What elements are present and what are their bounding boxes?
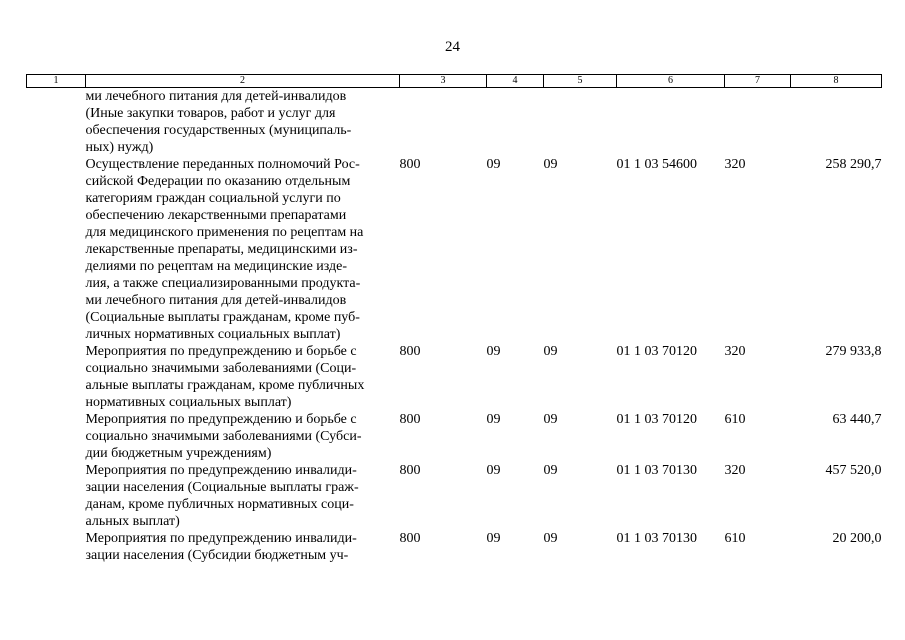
description-line: Мероприятия по предупреждению инвалиди- (85, 463, 357, 478)
description-line: ми лечебного питания для детей-инвалидов (85, 89, 347, 104)
department-code: 800 (399, 463, 421, 478)
amount: 63 440,7 (832, 412, 882, 427)
expense-type-code: 610 (724, 531, 746, 546)
description-line: обеспечения государственных (муниципаль- (85, 123, 352, 138)
description-line: зации населения (Социальные выплаты граж- (85, 480, 359, 495)
amount: 20 200,0 (832, 531, 882, 546)
target-article-code: 01 1 03 70120 (616, 344, 697, 359)
description-line: дии бюджетным учреждениям) (85, 446, 272, 461)
table-row (27, 411, 882, 462)
description-line: Мероприятия по предупреждению инвалиди- (85, 531, 357, 546)
description-line: для медицинского применения по рецептам на (85, 225, 364, 240)
description-line: лекарственные препараты, медицинскими из- (85, 242, 358, 257)
row-description (86, 343, 400, 411)
description-line: данам, кроме публичных нормативных соци- (85, 497, 354, 512)
subsection-code: 09 (543, 344, 558, 359)
column-number-4: 4 (487, 75, 544, 88)
budget-table (26, 74, 882, 564)
description-line: категориям граждан социальной услуги по (85, 191, 341, 206)
section-code: 09 (486, 463, 501, 478)
column-number-header-row (27, 75, 882, 88)
expense-type-code: 610 (724, 412, 746, 427)
target-article-code: 01 1 03 70130 (616, 463, 697, 478)
description-line: личных нормативных социальных выплат) (85, 327, 341, 342)
page-number: 24 (445, 39, 460, 55)
description-line: ных) нужд) (85, 140, 154, 155)
target-article-code: 01 1 03 70130 (616, 531, 697, 546)
column-number-7: 7 (725, 75, 791, 88)
row-number-cell (27, 530, 86, 564)
row-description (86, 411, 400, 462)
department-code: 800 (399, 157, 421, 172)
department-code: 800 (399, 412, 421, 427)
expense-type-code: 320 (724, 344, 746, 359)
table-row (27, 343, 882, 411)
target-article-code: 01 1 03 70120 (616, 412, 697, 427)
subsection-code: 09 (543, 531, 558, 546)
description-line: делиями по рецептам на медицинские изде- (85, 259, 348, 274)
table-row (27, 156, 882, 343)
description-line: (Социальные выплаты гражданам, кроме пуб- (85, 310, 360, 325)
description-line: Осуществление переданных полномочий Рос- (85, 157, 360, 172)
subsection-code: 09 (543, 463, 558, 478)
description-line: лия, а также специализированными продукта- (85, 276, 361, 291)
column-number-1: 1 (27, 75, 86, 88)
department-code: 800 (399, 531, 421, 546)
description-line: нормативных социальных выплат) (85, 395, 292, 410)
row-number-cell (27, 156, 86, 343)
description-line: зации населения (Субсидии бюджетным уч- (85, 548, 349, 563)
row-number-cell (27, 411, 86, 462)
column-number-2: 2 (86, 75, 400, 88)
section-code: 09 (486, 412, 501, 427)
row-description (86, 156, 400, 343)
column-number-5: 5 (544, 75, 617, 88)
continuation-row (27, 88, 882, 157)
column-number-8: 8 (791, 75, 882, 88)
table-row (27, 530, 882, 564)
section-code: 09 (486, 531, 501, 546)
subsection-code: 09 (543, 412, 558, 427)
description-line: альные выплаты гражданам, кроме публичных (85, 378, 365, 393)
department-code: 800 (399, 344, 421, 359)
description-line: сийской Федерации по оказанию отдельным (85, 174, 351, 189)
amount: 457 520,0 (825, 463, 882, 478)
description-line: альных выплат) (85, 514, 180, 529)
table-row (27, 462, 882, 530)
continuation-description (86, 88, 400, 157)
expense-type-code: 320 (724, 157, 746, 172)
column-number-3: 3 (400, 75, 487, 88)
amount: 258 290,7 (825, 157, 882, 172)
row-description (86, 530, 400, 564)
row-description (86, 462, 400, 530)
row-number-cell (27, 343, 86, 411)
description-line: ми лечебного питания для детей-инвалидов (85, 293, 347, 308)
subsection-code: 09 (543, 157, 558, 172)
section-code: 09 (486, 344, 501, 359)
description-line: социально значимыми заболеваниями (Соци- (85, 361, 357, 376)
expense-type-code: 320 (724, 463, 746, 478)
description-line: обеспечению лекарственными препаратами (85, 208, 347, 223)
description-line: Мероприятия по предупреждению и борьбе с (85, 412, 357, 427)
section-code: 09 (486, 157, 501, 172)
column-number-6: 6 (617, 75, 725, 88)
description-line: Мероприятия по предупреждению и борьбе с (85, 344, 357, 359)
amount: 279 933,8 (825, 344, 882, 359)
row-number-cell (27, 462, 86, 530)
description-line: социально значимыми заболеваниями (Субси- (85, 429, 362, 444)
description-line: (Иные закупки товаров, работ и услуг для (85, 106, 336, 121)
target-article-code: 01 1 03 54600 (616, 157, 697, 172)
